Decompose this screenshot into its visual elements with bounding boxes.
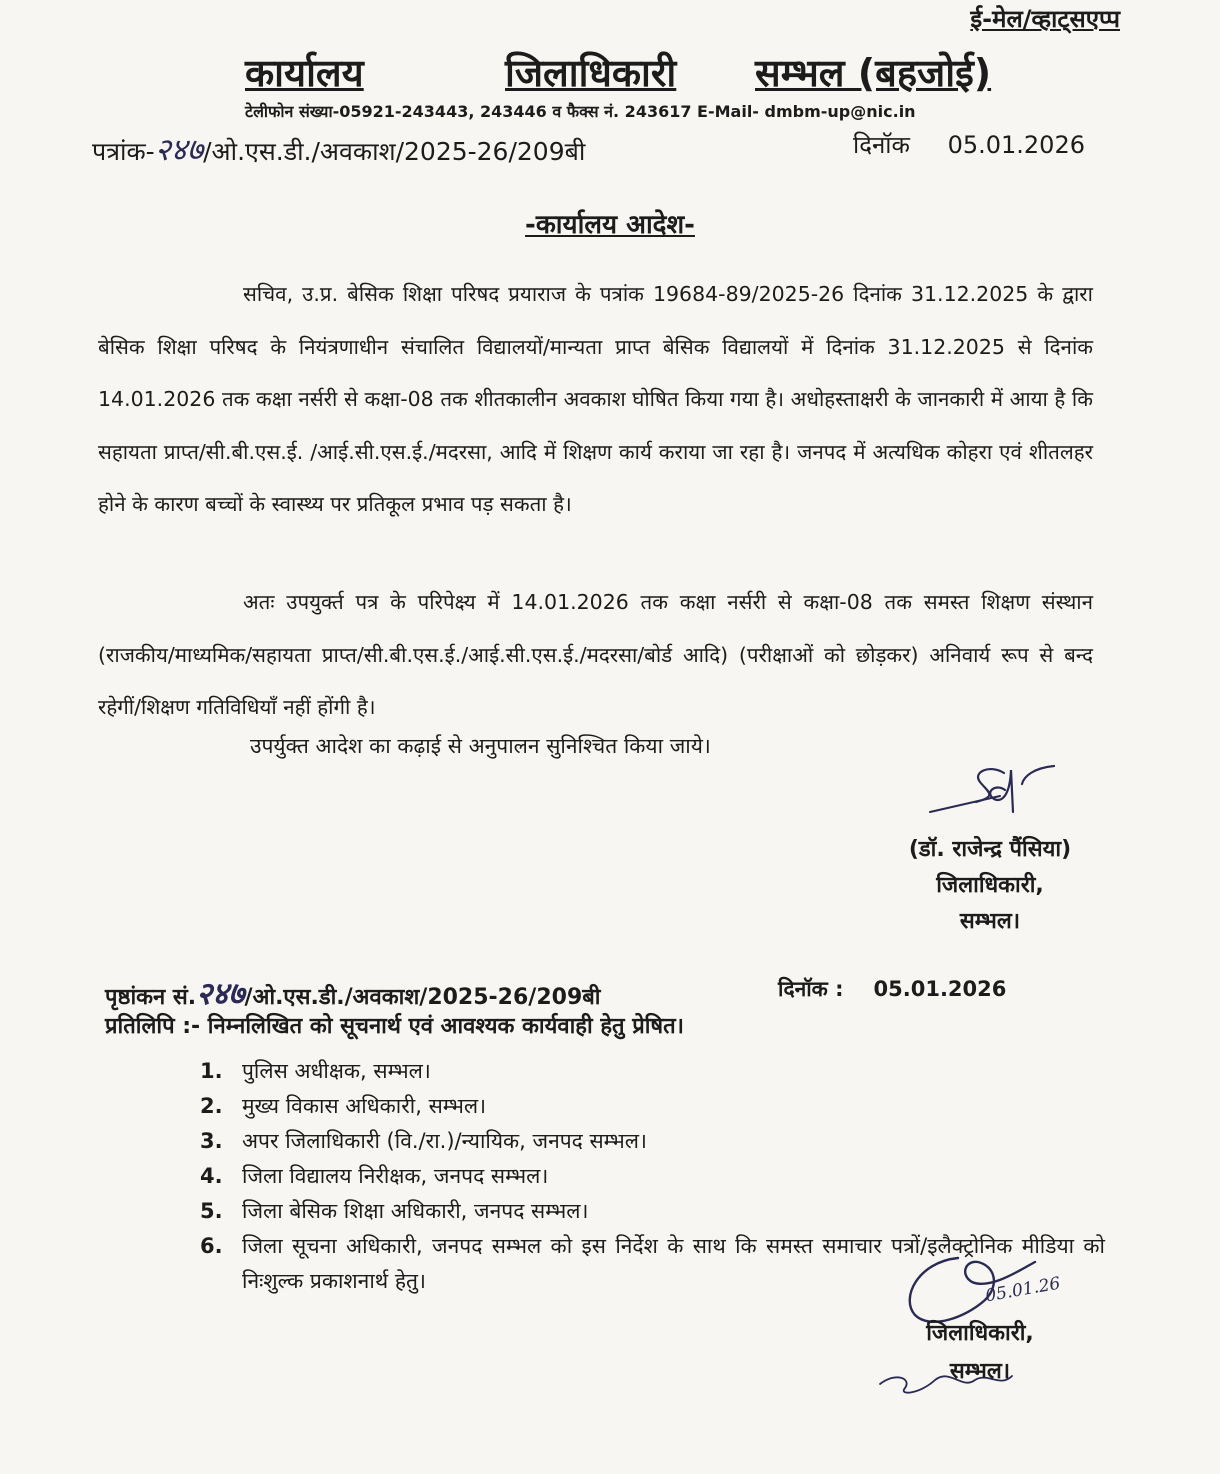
date-label: दिनॉक: [853, 131, 910, 159]
signatory-designation-2: जिलाधिकारी,: [926, 1321, 1034, 1346]
signatory-place: सम्भल।: [959, 909, 1021, 934]
office-heading-word3: सम्भल (बहजोई): [755, 51, 992, 95]
body-paragraph-3: उपर्युक्त आदेश का कढ़ाई से अनुपालन सुनिश्चित किया जाये।: [250, 734, 711, 758]
signature-block-2: [895, 1315, 1065, 1391]
body-paragraph-1: सचिव, उ.प्र. बेसिक शिक्षा परिषद प्रयाराज के पत्रांक 19684-89/2025-26 दिनांक 31.12.2025 के द्वारा बेसिक शिक्षा परिषद के नियंत्रणाधीन संचालित विद्यालयों/मान्यता प्राप्त बेसिक विद्यालयों में दिनांक 31.12.2025 से दिनांक 14.01.2026 तक कक्षा नर्सरी से कक्षा-08 तक शीतकालीन अवकाश घोषित किया गया है। अधोहस्ताक्षरी के जानकारी में आया है कि सहायता प्राप्त/सी.बी.एस.ई. /आई.सी.एस.ई./मदरसा, आदि में शिक्षण कार्य कराया जा रहा है। जनपद में अत्यधिक कोहरा एवं शीतलहर होने के कारण बच्चों के स्वास्थ्य पर प्रतिकूल प्रभाव पड़ सकता है।: [98, 282, 1093, 517]
endorsement-rest: /ओ.एस.डी./अवकाश/2025-26/209बी: [244, 985, 601, 1010]
distribution-list: [200, 1054, 1105, 1299]
letter-date: [853, 128, 1085, 161]
reference-rest: /ओ.एस.डी./अवकाश/2025-26/209बी: [203, 137, 586, 166]
endorsement-date: [778, 975, 1006, 1003]
copy-to-line: प्रतिलिपि :- निम्नलिखित को सूचनार्थ एवं आवश्यक कार्यवाही हेतु प्रेषित।: [105, 1014, 685, 1039]
list-item: 6. जिला सूचना अधिकारी, जनपद सम्भल को इस निर्देश के साथ कि समस्त समाचार पत्रों/इलैक्ट्रोनिक मीडिया को निःशुल्क प्रकाशनार्थ हेतु।: [200, 1234, 1105, 1293]
handwritten-endorsement-number: २४७: [196, 976, 245, 1012]
signature-block-1: [885, 832, 1095, 940]
office-heading-word1: कार्यालय: [245, 51, 364, 95]
office-heading-word2: जिलाधिकारी: [505, 51, 677, 95]
reference-prefix: पत्रांक-: [92, 137, 155, 166]
signatory-place-2: सम्भल।: [949, 1359, 1011, 1384]
order-title: -कार्यालय आदेश-: [525, 210, 695, 240]
handwritten-date: 05.01.26: [983, 1273, 1062, 1307]
handwritten-reference-number: २४७: [154, 132, 204, 168]
body-paragraph-2: अतः उपयुर्क्त पत्र के परिपेक्ष्य में 14.01.2026 तक कक्षा नर्सरी से कक्षा-08 तक समस्त शिक्षण संस्थान (राजकीय/माध्यमिक/सहायता प्राप्त/सी.बी.एस.ई./आई.सी.एस.ई./मदरसा/बोर्ड आदि) (परीक्षाओं को छोड़कर) अनिवार्य रूप से बन्द रहेगीं/शिक्षण गतिविधियॉं नहीं होंगी है।: [98, 590, 1093, 720]
list-item: 2. मुख्य विकास अधिकारी, सम्भल।: [200, 1094, 487, 1118]
endorsement-date-label: दिनॉक :: [778, 977, 844, 1001]
endorsement-reference: [105, 972, 601, 1014]
signatory-designation: जिलाधिकारी,: [936, 873, 1044, 898]
signatory-name: (डॉ. राजेन्द्र पैंसिया): [908, 837, 1072, 862]
list-item: 3. अपर जिलाधिकारी (वि./रा.)/न्यायिक, जनपद सम्भल।: [200, 1129, 647, 1153]
list-item: 5. जिला बेसिक शिक्षा अधिकारी, जनपद सम्भल।: [200, 1199, 589, 1223]
email-whatsapp-tag: ई-मेल/व्हाट्सएप्प: [970, 5, 1120, 33]
list-item: 1. पुलिस अधीक्षक, सम्भल।: [200, 1059, 431, 1083]
date-value: 05.01.2026: [947, 131, 1085, 159]
contact-line: टेलीफोन संख्या-05921-243443, 243446 व फैक्स नं. 243617 E-Mail- dmbm-up@nic.in: [245, 102, 916, 121]
list-item: 4. जिला विद्यालय निरीक्षक, जनपद सम्भल।: [200, 1164, 549, 1188]
endorsement-date-value: 05.01.2026: [873, 977, 1007, 1001]
endorsement-prefix: पृष्ठांकन सं.: [105, 985, 197, 1010]
letter-reference: [92, 128, 585, 170]
